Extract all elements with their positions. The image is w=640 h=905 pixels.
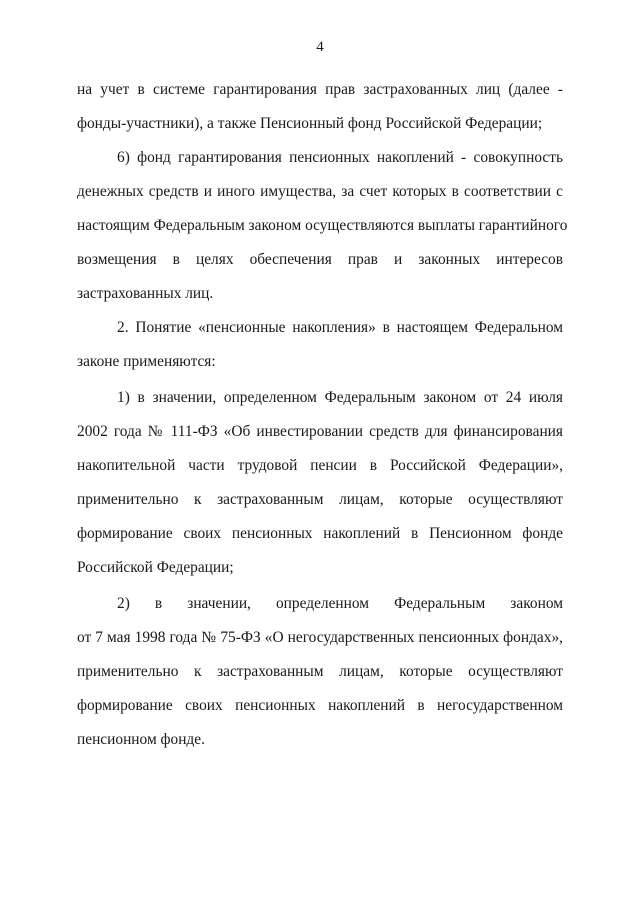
text-line: формирование своих пенсионных накоплений в негосударственном bbox=[77, 697, 563, 714]
text-line: пенсионном фонде. bbox=[77, 731, 205, 748]
text-line: возмещения в целях обеспечения прав и законных интересов bbox=[77, 251, 563, 268]
text-line: формирование своих пенсионных накоплений в Пенсионном фонде bbox=[77, 525, 563, 542]
text-line: применительно к застрахованным лицам, которые осуществляют bbox=[77, 491, 563, 508]
text-line: застрахованных лиц. bbox=[77, 285, 214, 302]
text-line: денежных средств и иного имущества, за счет которых в соответствии с bbox=[77, 183, 563, 200]
text-line: 2002 года № 111-ФЗ «Об инвестировании средств для финансирования bbox=[77, 423, 563, 440]
text-line: настоящим Федеральным законом осуществляются выплаты гарантийного bbox=[77, 217, 568, 234]
text-line: применительно к застрахованным лицам, которые осуществляют bbox=[77, 663, 563, 680]
text-line: на учет в системе гарантирования прав застрахованных лиц (далее - bbox=[77, 81, 563, 98]
text-line: 2) в значении, определенном Федеральным законом bbox=[117, 595, 563, 612]
page-number: 4 bbox=[316, 39, 324, 55]
text-line: 2. Понятие «пенсионные накопления» в настоящем Федеральном bbox=[117, 319, 563, 336]
text-line: Российской Федерации; bbox=[77, 559, 234, 576]
text-line: 6) фонд гарантирования пенсионных накоплений - совокупность bbox=[117, 149, 563, 166]
text-line: накопительной части трудовой пенсии в Российской Федерации», bbox=[77, 457, 563, 474]
text-line: 1) в значении, определенном Федеральным законом от 24 июля bbox=[117, 389, 563, 406]
text-line: фонды-участники), а также Пенсионный фонд Российской Федерации; bbox=[77, 115, 543, 132]
text-line: от 7 мая 1998 года № 75-ФЗ «О негосударственных пенсионных фондах», bbox=[77, 629, 563, 646]
text-line: законе применяются: bbox=[77, 353, 216, 370]
